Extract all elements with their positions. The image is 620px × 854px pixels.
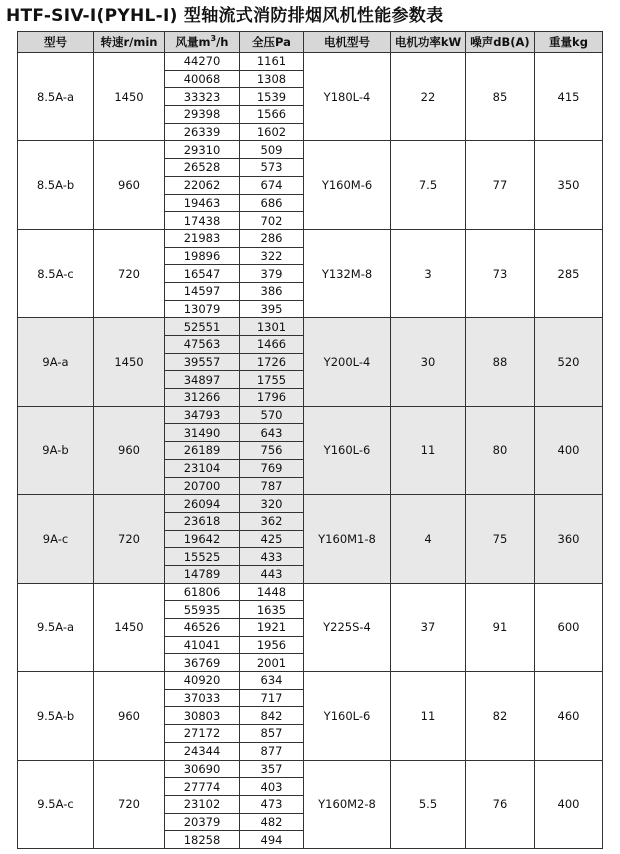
cell-speed: 1450 — [94, 318, 165, 406]
cell-weight: 360 — [535, 495, 603, 583]
cell-airflow: 40068 — [165, 70, 240, 88]
cell-airflow: 13079 — [165, 300, 240, 318]
cell-airflow: 19896 — [165, 247, 240, 265]
cell-pressure: 1566 — [240, 106, 304, 124]
cell-airflow: 23102 — [165, 795, 240, 813]
cell-noise: 85 — [466, 53, 535, 141]
cell-speed: 1450 — [94, 53, 165, 141]
cell-speed: 720 — [94, 495, 165, 583]
header-airflow — [165, 32, 240, 53]
cell-noise: 76 — [466, 760, 535, 848]
cell-airflow: 18258 — [165, 831, 240, 849]
cell-airflow: 26094 — [165, 495, 240, 513]
cell-noise: 82 — [466, 672, 535, 760]
cell-airflow: 34897 — [165, 371, 240, 389]
cell-airflow: 30803 — [165, 707, 240, 725]
cell-weight: 400 — [535, 760, 603, 848]
cell-power: 3 — [391, 229, 466, 317]
cell-airflow: 14597 — [165, 282, 240, 300]
cell-speed: 720 — [94, 229, 165, 317]
cell-pressure: 362 — [240, 512, 304, 530]
cell-pressure: 573 — [240, 159, 304, 177]
cell-airflow: 34793 — [165, 406, 240, 424]
cell-motor: Y160M2-8 — [304, 760, 391, 848]
cell-airflow: 27774 — [165, 778, 240, 796]
cell-airflow: 47563 — [165, 336, 240, 354]
cell-airflow: 30690 — [165, 760, 240, 778]
cell-pressure: 1301 — [240, 318, 304, 336]
cell-pressure: 1602 — [240, 123, 304, 141]
cell-airflow: 22062 — [165, 176, 240, 194]
header-model: 型号 — [18, 32, 94, 53]
header-speed: 转速r/min — [94, 32, 165, 53]
cell-airflow: 20379 — [165, 813, 240, 831]
cell-airflow: 46526 — [165, 619, 240, 637]
cell-airflow: 29310 — [165, 141, 240, 159]
cell-pressure: 494 — [240, 831, 304, 849]
cell-pressure: 1796 — [240, 389, 304, 407]
cell-model: 9A-a — [18, 318, 94, 406]
page-title: HTF-SIV-I(PYHL-I) 型轴流式消防排烟风机性能参数表 — [6, 6, 444, 26]
table-row — [18, 53, 603, 71]
cell-pressure: 1635 — [240, 601, 304, 619]
table-row — [18, 583, 603, 601]
cell-airflow: 21983 — [165, 229, 240, 247]
table-row — [18, 318, 603, 336]
header-weight: 重量kg — [535, 32, 603, 53]
cell-noise: 77 — [466, 141, 535, 229]
cell-pressure: 379 — [240, 265, 304, 283]
cell-model: 9A-c — [18, 495, 94, 583]
cell-weight: 415 — [535, 53, 603, 141]
cell-model: 9A-b — [18, 406, 94, 494]
cell-weight: 460 — [535, 672, 603, 760]
cell-pressure: 322 — [240, 247, 304, 265]
cell-speed: 1450 — [94, 583, 165, 671]
cell-power: 4 — [391, 495, 466, 583]
table-row — [18, 141, 603, 159]
cell-pressure: 286 — [240, 229, 304, 247]
header-airflow-prefix: 风量m — [175, 35, 211, 49]
cell-pressure: 787 — [240, 477, 304, 495]
header-airflow-sup: 3 — [210, 34, 217, 44]
cell-motor: Y160M-6 — [304, 141, 391, 229]
cell-speed: 960 — [94, 406, 165, 494]
cell-airflow: 52551 — [165, 318, 240, 336]
cell-motor: Y225S-4 — [304, 583, 391, 671]
cell-pressure: 842 — [240, 707, 304, 725]
cell-noise: 75 — [466, 495, 535, 583]
cell-motor: Y200L-4 — [304, 318, 391, 406]
table-row — [18, 672, 603, 690]
cell-noise: 80 — [466, 406, 535, 494]
cell-weight: 520 — [535, 318, 603, 406]
cell-airflow: 26528 — [165, 159, 240, 177]
cell-pressure: 482 — [240, 813, 304, 831]
cell-airflow: 14789 — [165, 565, 240, 583]
cell-airflow: 31266 — [165, 389, 240, 407]
cell-noise: 73 — [466, 229, 535, 317]
cell-motor: Y160L-6 — [304, 672, 391, 760]
cell-pressure: 386 — [240, 282, 304, 300]
cell-pressure: 674 — [240, 176, 304, 194]
cell-pressure: 425 — [240, 530, 304, 548]
cell-pressure: 1308 — [240, 70, 304, 88]
header-airflow-suffix: /h — [216, 35, 229, 49]
cell-pressure: 395 — [240, 300, 304, 318]
cell-airflow: 20700 — [165, 477, 240, 495]
cell-airflow: 31490 — [165, 424, 240, 442]
cell-weight: 285 — [535, 229, 603, 317]
cell-pressure: 1726 — [240, 353, 304, 371]
fan-performance-table — [17, 31, 603, 849]
cell-pressure: 643 — [240, 424, 304, 442]
cell-airflow: 16547 — [165, 265, 240, 283]
cell-pressure: 756 — [240, 442, 304, 460]
cell-pressure: 1755 — [240, 371, 304, 389]
cell-pressure: 1539 — [240, 88, 304, 106]
cell-model: 9.5A-a — [18, 583, 94, 671]
cell-airflow: 33323 — [165, 88, 240, 106]
header-power: 电机功率kW — [391, 32, 466, 53]
cell-airflow: 39557 — [165, 353, 240, 371]
cell-speed: 960 — [94, 672, 165, 760]
header-row — [18, 32, 603, 53]
cell-model: 8.5A-c — [18, 229, 94, 317]
cell-pressure: 473 — [240, 795, 304, 813]
cell-pressure: 320 — [240, 495, 304, 513]
cell-model: 9.5A-b — [18, 672, 94, 760]
cell-pressure: 1161 — [240, 53, 304, 71]
cell-noise: 91 — [466, 583, 535, 671]
cell-airflow: 37033 — [165, 689, 240, 707]
cell-pressure: 686 — [240, 194, 304, 212]
cell-airflow: 23618 — [165, 512, 240, 530]
cell-airflow: 55935 — [165, 601, 240, 619]
cell-airflow: 19463 — [165, 194, 240, 212]
cell-weight: 350 — [535, 141, 603, 229]
cell-power: 37 — [391, 583, 466, 671]
cell-airflow: 24344 — [165, 742, 240, 760]
cell-airflow: 27172 — [165, 725, 240, 743]
cell-power: 11 — [391, 406, 466, 494]
cell-power: 5.5 — [391, 760, 466, 848]
cell-pressure: 403 — [240, 778, 304, 796]
header-motor: 电机型号 — [304, 32, 391, 53]
cell-motor: Y180L-4 — [304, 53, 391, 141]
cell-airflow: 15525 — [165, 548, 240, 566]
cell-power: 22 — [391, 53, 466, 141]
cell-pressure: 1956 — [240, 636, 304, 654]
cell-motor: Y160M1-8 — [304, 495, 391, 583]
cell-weight: 600 — [535, 583, 603, 671]
cell-speed: 960 — [94, 141, 165, 229]
table-body — [18, 53, 603, 849]
cell-pressure: 357 — [240, 760, 304, 778]
cell-airflow: 26189 — [165, 442, 240, 460]
cell-model: 8.5A-b — [18, 141, 94, 229]
cell-power: 7.5 — [391, 141, 466, 229]
table-row — [18, 406, 603, 424]
cell-pressure: 433 — [240, 548, 304, 566]
cell-pressure: 443 — [240, 565, 304, 583]
cell-motor: Y132M-8 — [304, 229, 391, 317]
cell-pressure: 857 — [240, 725, 304, 743]
cell-motor: Y160L-6 — [304, 406, 391, 494]
cell-pressure: 634 — [240, 672, 304, 690]
table-row — [18, 495, 603, 513]
header-noise: 噪声dB(A) — [466, 32, 535, 53]
table-row — [18, 760, 603, 778]
cell-airflow: 19642 — [165, 530, 240, 548]
cell-speed: 720 — [94, 760, 165, 848]
table-row — [18, 229, 603, 247]
cell-airflow: 23104 — [165, 459, 240, 477]
cell-pressure: 1448 — [240, 583, 304, 601]
cell-power: 11 — [391, 672, 466, 760]
cell-noise: 88 — [466, 318, 535, 406]
cell-airflow: 29398 — [165, 106, 240, 124]
cell-pressure: 702 — [240, 212, 304, 230]
cell-airflow: 40920 — [165, 672, 240, 690]
cell-pressure: 1921 — [240, 619, 304, 637]
cell-pressure: 717 — [240, 689, 304, 707]
cell-power: 30 — [391, 318, 466, 406]
cell-model: 8.5A-a — [18, 53, 94, 141]
cell-airflow: 17438 — [165, 212, 240, 230]
cell-pressure: 2001 — [240, 654, 304, 672]
cell-model: 9.5A-c — [18, 760, 94, 848]
cell-airflow: 44270 — [165, 53, 240, 71]
cell-weight: 400 — [535, 406, 603, 494]
cell-airflow: 26339 — [165, 123, 240, 141]
header-pressure: 全压Pa — [240, 32, 304, 53]
cell-airflow: 61806 — [165, 583, 240, 601]
cell-airflow: 41041 — [165, 636, 240, 654]
cell-pressure: 1466 — [240, 336, 304, 354]
cell-pressure: 509 — [240, 141, 304, 159]
cell-pressure: 570 — [240, 406, 304, 424]
cell-pressure: 769 — [240, 459, 304, 477]
cell-airflow: 36769 — [165, 654, 240, 672]
cell-pressure: 877 — [240, 742, 304, 760]
